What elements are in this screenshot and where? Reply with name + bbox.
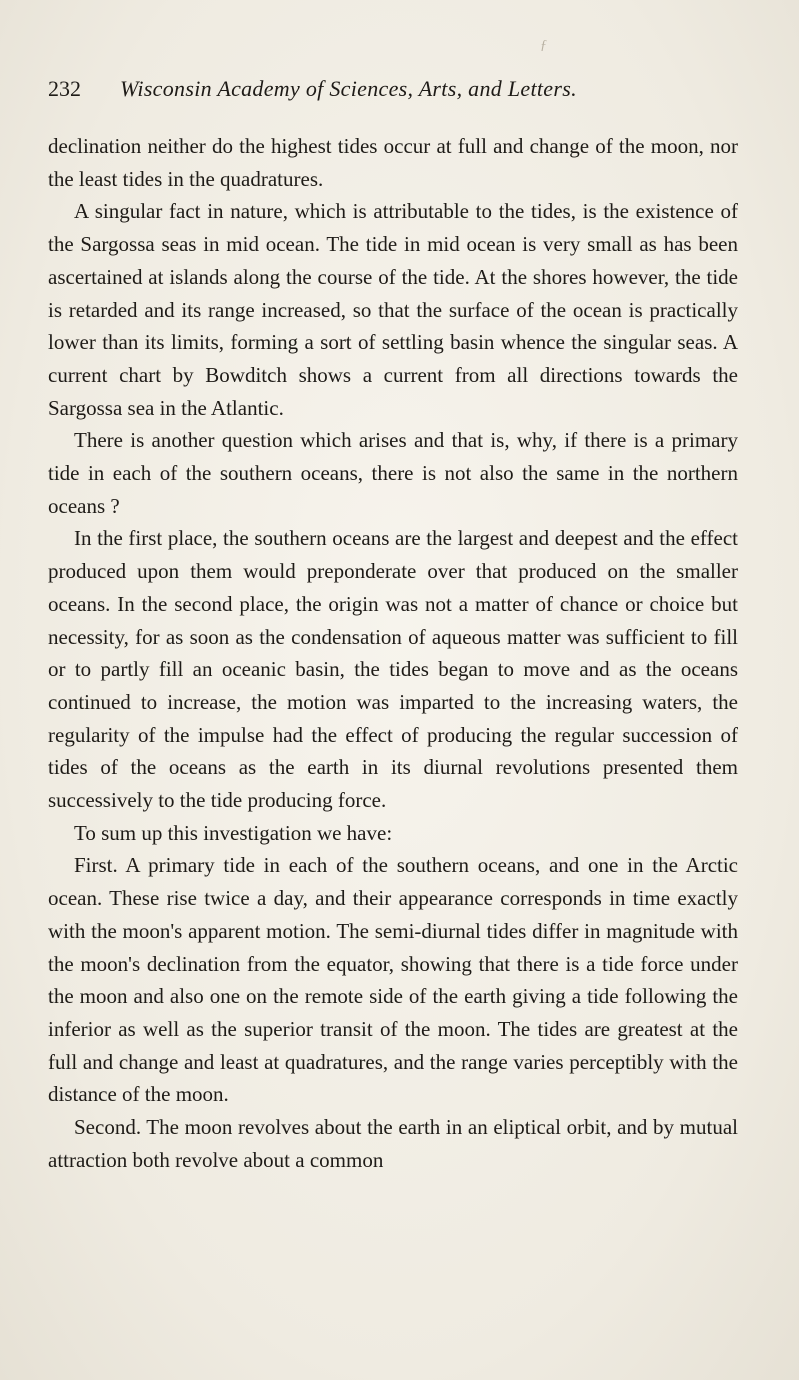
paper-mark: ƒ (540, 38, 547, 53)
paragraph-6: First. A primary tide in each of the southern oceans, and one in the Arctic ocean. These rise twice a day, and their appearance corresponds in time exactly with the moon's apparent motion. The semi-diurnal tides differ in magnitude with the moon's declination from the equator, showing that there is a tide force under the moon and also one on the remote side of the earth giving a tide following the inferior as well as the superior transit of the moon. The tides are greatest at the full and change and least at quadratures, and the range varies perceptibly with the distance of the moon. (48, 853, 738, 1107)
running-title: Wisconsin Academy of Sciences, Arts, and Letters. (120, 76, 577, 101)
page-number: 232 (48, 76, 81, 101)
paragraph-2: A singular fact in nature, which is attributable to the tides, is the existence of the Sargossa seas in mid ocean. The tide in mid ocean is very small as has been ascertained at islands along the course of the tide. At the shores however, the tide is retarded and its range increased, so that the surface of the ocean is practically lower than its limits, forming a sort of settling basin whence the singular seas. A current chart by Bowditch shows a current from all directions towards the Sargossa sea in the Atlantic. (48, 199, 738, 420)
paragraph-4: In the first place, the southern oceans are the largest and deepest and the effect produced upon them would preponderate over that produced on the smaller oceans. In the second place, the origin was not a matter of chance or choice but necessity, for as soon as the condensation of aqueous matter was sufficient to fill or to partly fill an oceanic basin, the tides began to move and as the oceans continued to increase, the motion was imparted to the increasing waters, the regularity of the impulse had the effect of producing the regular succession of tides of the oceans as the earth in its diurnal revolutions presented them successively to the tide producing force. (48, 526, 738, 813)
page-header (48, 72, 758, 106)
paragraph-7: Second. The moon revolves about the earth in an eliptical orbit, and by mutual attraction both revolve about a common (48, 1115, 738, 1172)
body-text (48, 130, 738, 1177)
paragraph-5: To sum up this investigation we have: (74, 820, 393, 845)
paragraph-1: declination neither do the highest tides occur at full and change of the moon, nor the least tides in the quadratures. (48, 134, 738, 191)
paragraph-3: There is another question which arises and that is, why, if there is a primary tide in each of the southern oceans, there is not also the same in the northern oceans ? (48, 428, 738, 518)
